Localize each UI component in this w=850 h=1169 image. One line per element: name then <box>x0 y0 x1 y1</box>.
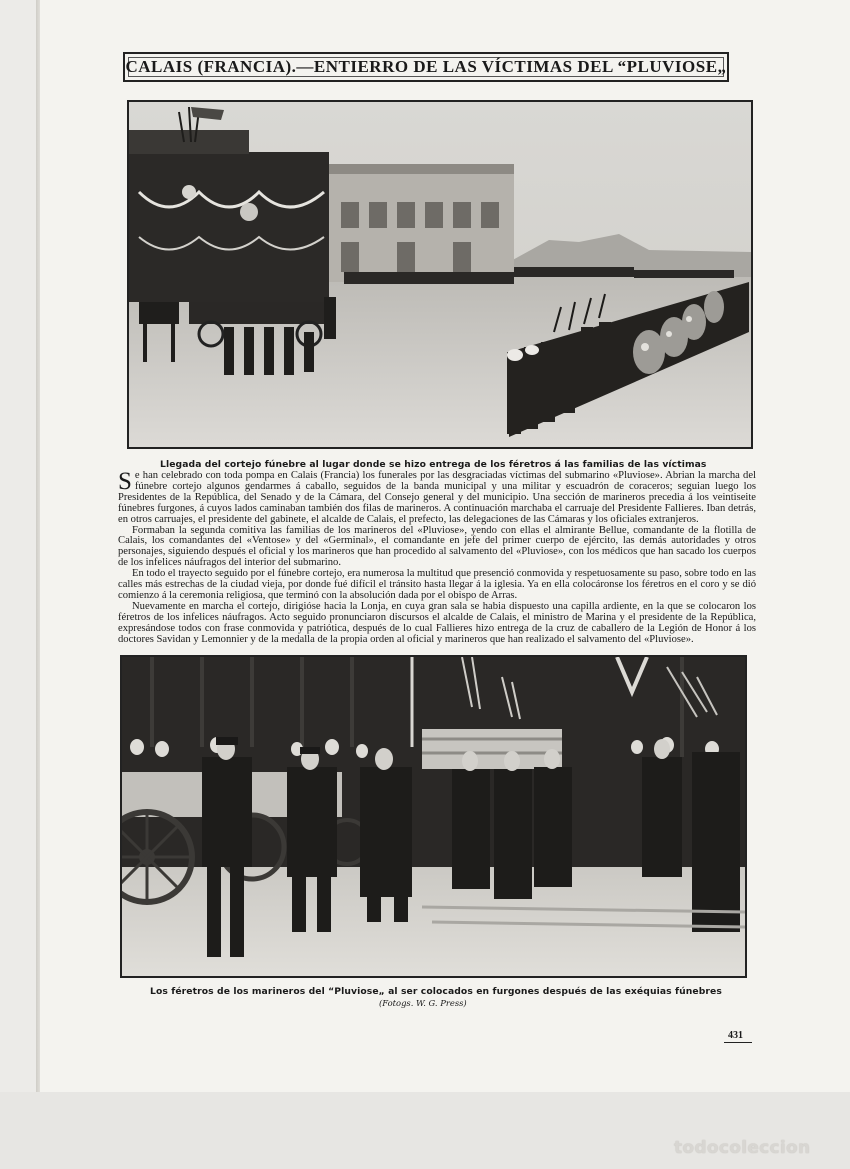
article-paragraph: Nuevamente en marcha el cortejo, dirigióse hacia la Lonja, en cuya gran sala se habia dispuesto una capilla ardiente, en la que se colocaron los féretros de los infelices náufragos. Acto seguido pronunciaron discursos el alcalde de Calais, el ministro de Marina y el presidente de la República, expresándose todos con frase conmovida y patriótica, después de lo cual Fallieres hizo entrega de la cruz de caballero de la Legión de Honor á los doctores Savidan y Lemonnier y de la medalla de la propia orden al oficial y marineros que han realizado el salvamento del «Pluviose». <box>118 600 756 645</box>
watermark: todocoleccion <box>674 1138 811 1158</box>
photo-procession-arrival <box>127 100 753 449</box>
photo-caption-1: Llegada del cortejo fúnebre al lugar donde se hizo entrega de los féretros á las familias de las víctimas <box>160 459 707 470</box>
photo-caption-2: Los féretros de los marineros del “Pluviose„ al ser colocados en furgones después de las exéquias fúnebres <box>150 986 722 997</box>
headline-box <box>123 52 729 82</box>
page-number: 431 <box>728 1030 743 1041</box>
article-paragraph: Se han celebrado con toda pompa en Calais (Francia) los funerales por las desgraciadas víctimas del submarino «Pluviose». Abrian la marcha del fúnebre cortejo algunos gendarmes á caballo, seguidos de la banda municipal y una militar y escuadrón de coraceros; seguian luego los Presidentes de la República, del Senado y de la Cámara, del Consejo general y del municipio. Una sección de marineros precedia á los veintiseite fúnebres furgones, á cuyos lados caminaban también dos filas de marineros. A continuación marchaba el carruaje del Presidente Fallieres. Iban detrás, en otros carruajes, el presidente del gabinete, el alcalde de Calais, el prefecto, las delegaciones de las Cámaras y los oficiales extranjeros. <box>118 468 756 525</box>
article-paragraph: En todo el trayecto seguido por el fúnebre cortejo, era numerosa la multitud que presenció conmovida y respetuosamente su paso, sobre todo en las calles más estrechas de la ciudad vieja, por donde fué difícil el tránsito hasta llegar á la iglesia. Ya en ella colocáronse los féretros en el coro y se dió comienzo á la ceremonia religiosa, que terminó con la absolución dada por el obispo de Arras. <box>118 568 756 601</box>
article-paragraph: Formaban la segunda comitiva las familias de los marineros del «Pluviose», yendo con ellas el almirante Bellue, comandante de la flotilla de Calais, los comandantes del «Ventose» y del «Germinal», el comandante en jefe del primer cuerpo de ejército, las demás autoridades y otros personajes, siguiendo después el oficial y los marineros que han procedido al salvamento del «Pluviose», con los médicos que han sacado los cuerpos de los infelices náufragos del interior del submarino. <box>118 524 756 569</box>
drop-cap: S <box>118 468 132 495</box>
photo-credit: (Fotogs. W. G. Press) <box>379 998 467 1008</box>
headline: CALAIS (FRANCIA).—ENTIERRO DE LAS VÍCTIMAS DEL “PLUVIOSE„ <box>125 57 727 76</box>
photo-coffins-loaded <box>120 655 747 978</box>
page-number-rule <box>724 1042 752 1043</box>
article-body <box>118 468 756 646</box>
